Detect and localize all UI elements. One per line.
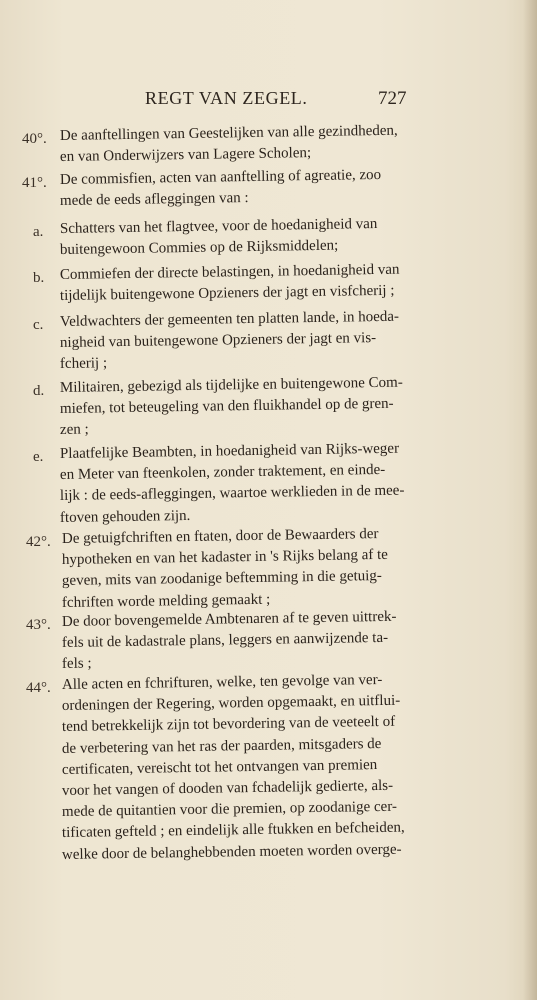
entry-text-line: Schatters van het flagtvee, voor de hoedanigheid van [59, 216, 378, 237]
entry-marker: 41°. [22, 175, 47, 191]
entry-text-line: geven, mits van zoodanige beftemming in die getuig- [61, 568, 383, 590]
page-header [0, 88, 537, 116]
entry-text-line: De aanftellingen van Geestelijken van alle gezindheden, [59, 122, 398, 144]
entry-text-line: Militairen, gebezigd als tijdelijke en buitengewone Com- [59, 374, 403, 396]
entry-text-line: en Meter van fteenkolen, zonder traktement, en einde- [59, 462, 386, 484]
entry-text-line: mede de quitantien voor die premien, op zoodanige cer- [61, 798, 398, 821]
entry-text-line: welke door de belanghebbenden moeten worden overge- [61, 841, 402, 863]
entry-marker: c. [33, 317, 44, 333]
entry-marker: b. [33, 270, 45, 286]
entry-text-line: ordeningen der Regering, worden opgemaakt, en uitflui- [61, 692, 401, 715]
entry-marker: a. [33, 224, 44, 240]
entry-text-line: lijk : de eeds-afleggingen, waartoe werklieden in de mee- [59, 482, 405, 505]
entry-marker: 43°. [26, 617, 51, 633]
entry-text-line: De commisfien, acten van aanftelling of agreatie, zoo [59, 166, 382, 188]
entry-text-line: ftoven gehouden zijn. [59, 507, 191, 526]
entry-text-line: miefen, tot beteugeling van den fluikhandel op de gren- [59, 395, 394, 418]
entry-marker: e. [33, 449, 44, 465]
running-head: REGT VAN ZEGEL. [145, 88, 308, 108]
entry-text-line: zen ; [59, 421, 89, 439]
entry-text-line: fcherij ; [59, 355, 108, 373]
entry-text-line: de verbetering van het ras der paarden, mitsgaders de [61, 735, 382, 757]
entry-text-line: fels ; [61, 655, 92, 673]
entry-marker: d. [33, 383, 45, 399]
entry-text-line: Veldwachters der gemeenten ten platten lande, in hoeda- [59, 308, 400, 330]
entry-marker: 40°. [22, 131, 47, 147]
entry-text-line: nigheid van buitengewone Opzieners der jagt en vis- [59, 330, 377, 352]
entry-text-line: mede de eeds afleggingen van : [59, 190, 249, 210]
entry-marker: 42°. [26, 534, 51, 550]
entry-text-line: voor het vangen of dooden van fchadelijk gedierte, als- [61, 777, 394, 799]
entry-text-line: tijdelijk buitengewone Opzieners der jagt en visfcherij ; [59, 282, 395, 305]
entry-text-line: buitengewoon Commies op de Rijksmiddelen; [59, 237, 339, 259]
page-number: 727 [378, 88, 407, 109]
entry-text-line: fchriften worde melding gemaakt ; [61, 591, 271, 611]
entry-text-line: Plaatfelijke Beambten, in hoedanigheid van Rijks-weger [59, 440, 400, 462]
entry-text-line: tificaten gefteld ; en eindelijk alle ftukken en befcheiden, [61, 820, 405, 842]
entry-marker: 44°. [26, 680, 51, 696]
page-edge-shadow [523, 0, 537, 1000]
entry-text-line: De door bovengemelde Ambtenaren af te geven uittrek- [61, 608, 397, 630]
entry-text-line: De getuigfchriften en ftaten, door de Bewaarders der [61, 526, 379, 547]
entry-text-line: certificaten, vereischt tot het ontvangen van premien [61, 756, 378, 778]
entry-text-line: Alle acten en fchrifturen, welke, ten gevolge van ver- [61, 671, 383, 693]
entry-text-line: hypotheken en van het kadaster in 's Rijks belang af te [61, 547, 389, 569]
entry-text-line: fels uit de kadastrale plans, leggers en aanwijzende ta- [61, 630, 389, 652]
entry-text-line: Commiefen der directe belastingen, in hoedanigheid van [59, 261, 400, 283]
entry-text-line: tend betrekkelijk zijn tot bevordering van de veeteelt of [61, 714, 396, 736]
entry-text-line: en van Onderwijzers van Lagere Scholen; [59, 145, 312, 166]
